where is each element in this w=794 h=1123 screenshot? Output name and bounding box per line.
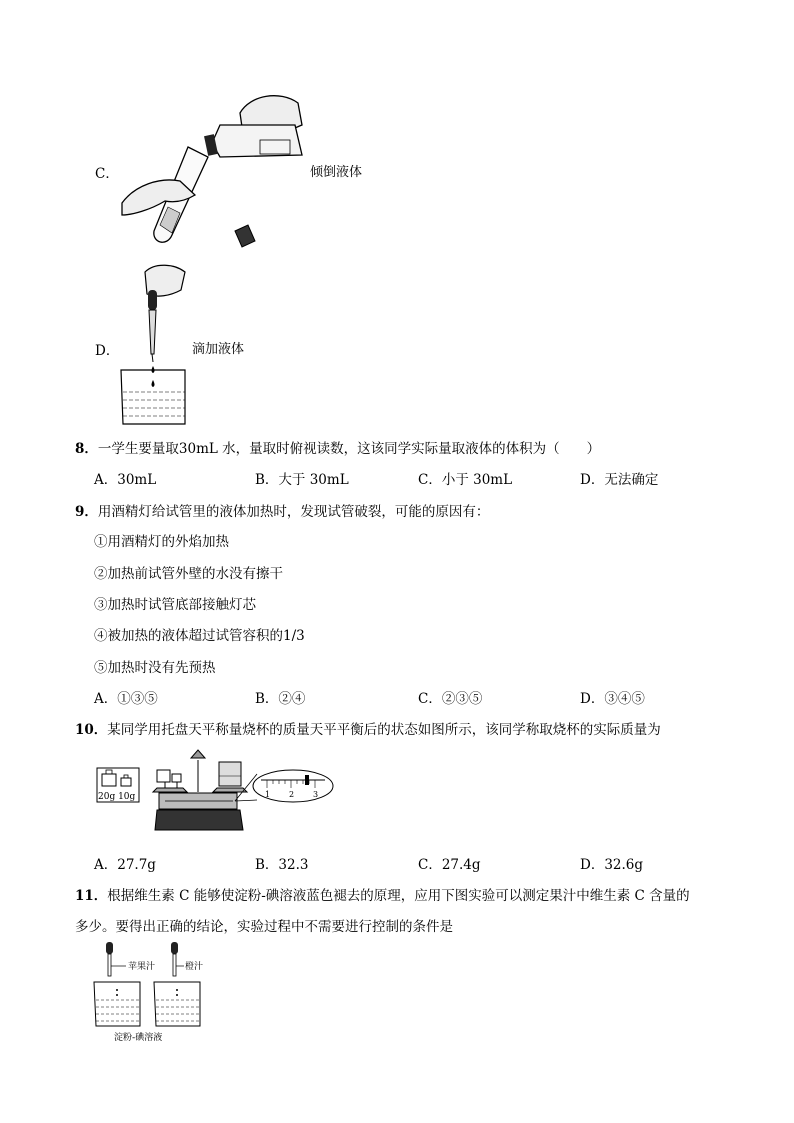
item-c-letter: C． <box>95 166 119 182</box>
q8-stem <box>75 437 600 457</box>
q11-number: 11． <box>75 888 108 904</box>
label-starch-iodine-solution: 淀粉-碘溶液 <box>114 1033 163 1043</box>
weights-label: 20g 10g <box>98 792 136 802</box>
q8-option-b[interactable]: B．大于 30mL <box>255 472 349 488</box>
q9-item-1: ①用酒精灯的外焰加热 <box>94 534 229 550</box>
balance-illustration <box>95 748 355 843</box>
dropper-1-bulb-icon <box>106 942 113 954</box>
weight-20g-icon <box>102 774 116 786</box>
item-d-letter: D． <box>95 343 120 359</box>
q10-text: 某同学用托盘天平称量烧杯的质量天平平衡后的状态如图所示，该同学称取烧杯的实际质量为 <box>107 722 661 738</box>
q10-option-b[interactable]: B．32.3 <box>255 857 309 873</box>
dropper-1-tube-icon <box>108 954 111 976</box>
beaker-2-icon <box>154 982 200 1026</box>
q9-item-4: ④被加热的液体超过试管容积的1/3 <box>94 628 305 644</box>
q9-number: 9． <box>75 504 98 520</box>
q10-stem <box>75 718 661 738</box>
beaker-1-icon <box>94 982 140 1026</box>
scale-tick-2: 2 <box>289 790 295 799</box>
left-pan-icon <box>153 788 187 792</box>
q9-item-2: ②加热前试管外壁的水没有擦干 <box>94 566 283 582</box>
q9-option-b[interactable]: B．②④ <box>255 691 306 707</box>
weight-10g-icon <box>121 778 131 786</box>
q11-stem-line1 <box>75 884 690 904</box>
label-apple-juice: 苹果汁 <box>128 962 156 972</box>
q11-text-1: 根据维生素 C 能够使淀粉-碘溶液蓝色褪去的原理，应用下图实验可以测定果汁中维生素 C 含量的 <box>107 888 690 904</box>
rider-icon <box>305 775 309 785</box>
q9-option-a[interactable]: A．①③⑤ <box>94 691 158 707</box>
vitamin-c-experiment-illustration <box>92 940 232 1050</box>
dropping-liquid-illustration <box>115 262 195 432</box>
q10-option-a[interactable]: A．27.7g <box>94 857 156 873</box>
stopper-icon <box>235 225 255 247</box>
balance-pointer-icon <box>191 750 205 792</box>
balance-base-icon <box>155 810 243 830</box>
q9-option-c[interactable]: C．②③⑤ <box>418 691 483 707</box>
q10-option-c[interactable]: C．27.4g <box>418 857 481 873</box>
q8-option-c[interactable]: C．小于 30mL <box>418 472 513 488</box>
scale-tick-3: 3 <box>313 790 319 799</box>
q9-item-5: ⑤加热时没有先预热 <box>94 660 216 676</box>
q9-stem <box>75 500 489 520</box>
q8-option-d[interactable]: D．无法确定 <box>580 472 659 488</box>
q8-option-a[interactable]: A．30mL <box>94 472 157 488</box>
right-pan-icon <box>213 788 247 792</box>
dropper-tube-icon <box>149 310 156 354</box>
label-orange-juice: 橙汁 <box>185 962 204 972</box>
q8-number: 8． <box>75 441 98 457</box>
q9-option-d[interactable]: D．③④⑤ <box>580 691 645 707</box>
dropper-2-tube-icon <box>173 954 176 976</box>
item-c-caption: 倾倒液体 <box>310 165 363 180</box>
beaker-on-pan-icon <box>219 762 241 786</box>
q8-text: 一学生要量取30mL 水，量取时俯视读数，这该同学实际量取液体的体积为（ ） <box>97 441 601 457</box>
dropper-2-bulb-icon <box>171 942 178 954</box>
q11-stem-line2: 多少。要得出正确的结论，实验过程中不需要进行控制的条件是 <box>75 919 453 935</box>
q10-option-d[interactable]: D．32.6g <box>580 857 644 873</box>
item-d-caption: 滴加液体 <box>192 342 245 357</box>
scale-tick-1: 1 <box>265 790 271 799</box>
q10-number: 10． <box>75 722 108 738</box>
dropper-bulb-icon <box>148 290 157 310</box>
reagent-bottle-icon <box>212 125 302 157</box>
q9-item-3: ③加热时试管底部接触灯芯 <box>94 597 256 613</box>
q9-text: 用酒精灯给试管里的液体加热时，发现试管破裂，可能的原因有： <box>97 504 490 520</box>
pouring-liquid-illustration <box>120 85 320 255</box>
